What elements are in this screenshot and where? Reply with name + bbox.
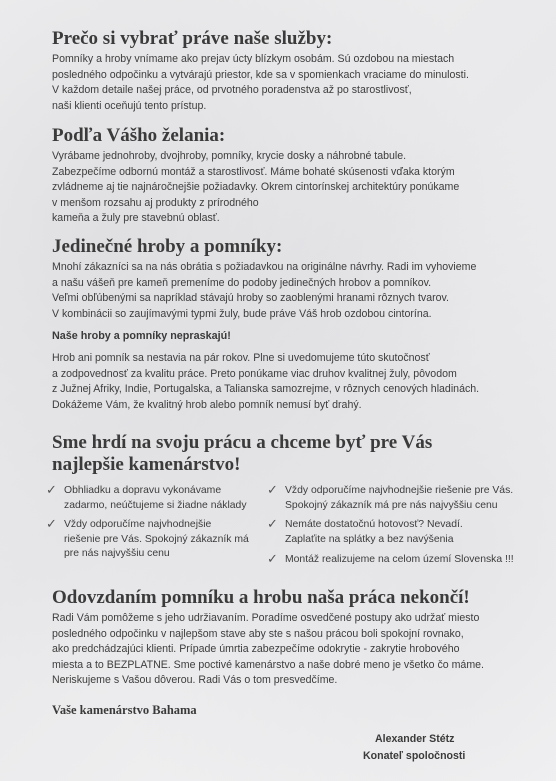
checkmark-icon: ✓	[46, 516, 57, 531]
closing-line: Vaše kamenárstvo Bahama	[52, 703, 197, 717]
section-title-wishes: Podľa Vášho želania:	[52, 125, 226, 146]
signature-name: Alexander Stétz	[375, 733, 455, 745]
check-item-right-3: ✓ Montáž realizujeme na celom území Slovenska !!!	[267, 551, 514, 566]
checkmark-icon: ✓	[267, 482, 278, 497]
section-text-quality: Hrob ani pomník sa nestavia na pár rokov. Plne si uvedomujeme túto skutočnosť a zodpovednosť za kvalitu práce. Preto ponúkame viac druhov kvalitnej žuly, pôvodom z Južnej Afriky, Indie, Portugalska, a Talianska samozrejme, v rôznych cenových hladinách. Dokážeme Vám, že kvalitný hrob alebo pomník nemusí byť drahý.	[52, 352, 480, 411]
check-item-left-1: ✓ Obhliadku a dopravu vykonávame zadarmo, neúčtujeme si žiadne náklady	[46, 482, 247, 511]
check-item-right-1: ✓ Vždy odporučíme najvhodnejšie riešenie pre Vás. Spokojný zákazník má pre nás najvyššiu cenu	[267, 482, 514, 511]
section-text-why-us: Pomníky a hroby vnímame ako prejav úcty blízkym osobám. Sú ozdobou na miestach posledného odpočinku a vytvárajú priestor, kde sa v spomienkach vraciame do minulosti. V každom detaile našej práce, od prvotného poradenstva až po starostlivosť, naši klienti oceňujú tento prístup.	[52, 53, 469, 112]
checkmark-icon: ✓	[46, 482, 57, 497]
checkmark-icon: ✓	[267, 516, 278, 531]
section-text-wishes: Vyrábame jednohroby, dvojhroby, pomníky, krycie dosky a náhrobné tabule. Zabezpečíme odbornú montáž a starostlivosť. Máme bohaté skúsenosti vďaka ktorým zvládneme aj tie najnáročnejšie požiadavky. Okrem cintorínskej architektúry ponúkame v menšom rozsahu aj produkty z prírodného kameňa a žuly pre stavebnú oblasť.	[52, 150, 460, 225]
section-text-unique: Mnohí zákazníci sa na nás obrátia s požiadavkou na originálne návrhy. Radi im vyhovieme a našu vášeň pre kameň premeníme do podoby jedinečných hrobov a pomníkov. Veľmi obľúbenými sa napríklad stávajú hroby so zaoblenými hranami rôznych tvarov. V kombinácii so zaujímavými typmi žuly, bude práve Váš hrob ozdobou cintorína.	[52, 261, 477, 320]
subheading-no-cracks: Naše hroby a pomníky nepraskajú!	[52, 330, 231, 342]
signature-role: Konateľ spoločnosti	[363, 750, 466, 762]
section-text-aftercare: Radi Vám pomôžeme s jeho udržiavaním. Poradíme osvedčené postupy ako udržať miesto posledného odpočinku v najlepšom stave aby ste s našou prácou boli spokojní rovnako, ako predchádzajúci klienti. Prípade úmrtia zabezpečíme odokrytie - zakrytie hrobového miesta a to BEZPLATNE. Sme poctivé kamenárstvo a naše dobré meno je všetko čo máme. Neriskujeme s Vašou dôverou. Radi Vás o tom presvedčíme.	[52, 612, 484, 687]
checkmark-icon: ✓	[267, 551, 278, 566]
section-title-proud: Sme hrdí na svoju prácu a chceme byť pre Vás najlepšie kamenárstvo!	[52, 432, 433, 475]
section-title-aftercare: Odovzdaním pomníku a hrobu naša práca nekončí!	[52, 587, 470, 608]
check-item-right-2: ✓ Nemáte dostatočnú hotovosť? Nevadí. Zaplaťite na splátky a bez navýšenia	[267, 516, 463, 545]
check-item-left-2: ✓ Vždy odporučíme najvhodnejšie riešenie pre Vás. Spokojný zákazník má pre nás najvyššiu cenu	[46, 516, 249, 560]
section-title-unique: Jedinečné hroby a pomníky:	[52, 236, 283, 257]
section-title-why-us: Prečo si vybrať práve naše služby:	[52, 28, 333, 49]
